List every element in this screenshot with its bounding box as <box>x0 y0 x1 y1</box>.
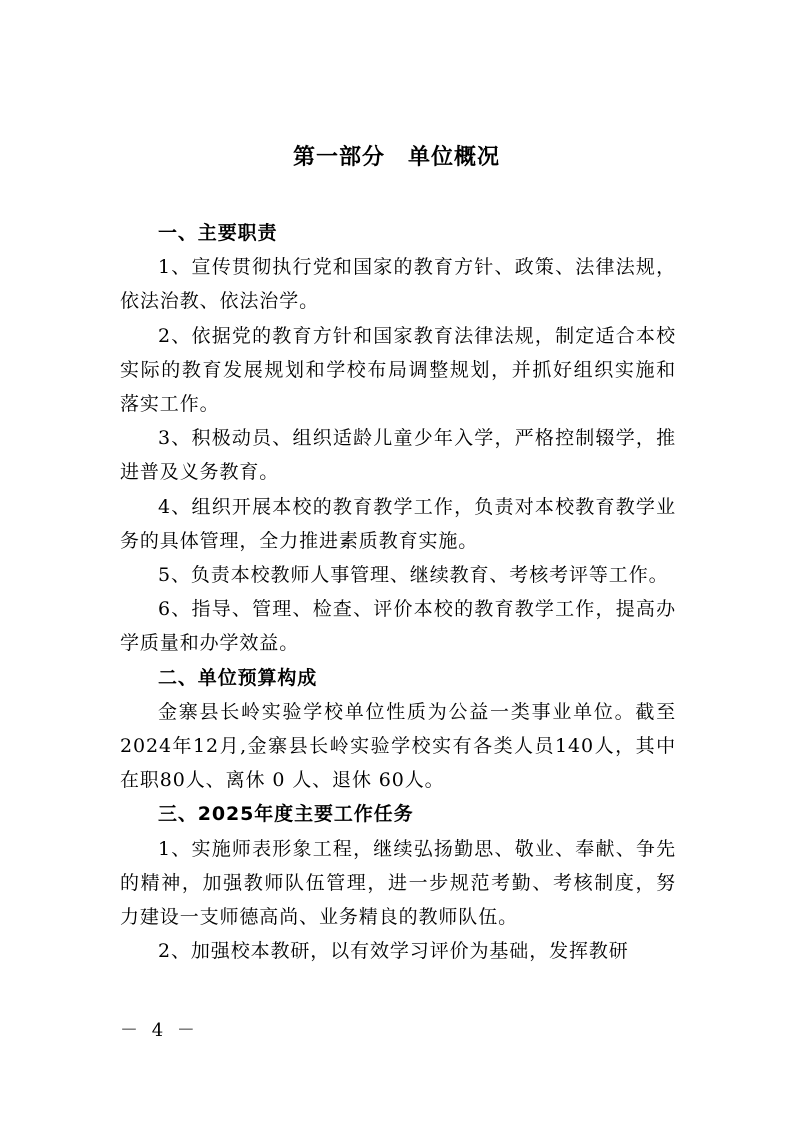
duty-paragraph: 1、宣传贯彻执行党和国家的教育方针、政策、法律法规，依法治教、依法治学。 <box>120 256 676 313</box>
duty-paragraph: 2、依据党的教育方针和国家教育法律法规，制定适合本校实际的教育发展规划和学校布局调整规划，并抓好组织实施和落实工作。 <box>120 324 676 416</box>
section-budget-composition <box>120 661 676 798</box>
duty-paragraph: 3、积极动员、组织适龄儿童少年入学，严格控制辍学，推进普及义务教育。 <box>120 427 676 484</box>
section-heading: 二、单位预算构成 <box>158 666 318 689</box>
page-number: － 4 － <box>120 1020 199 1041</box>
page-title: 第一部分 单位概况 <box>292 145 500 170</box>
task-paragraph: 1、实施师表形象工程，继续弘扬勤思、敬业、奉献、争先的精神，加强教师队伍管理，进一步规范考勤、考核制度，努力建设一支师德高尚、业务精良的教师队伍。 <box>120 837 676 929</box>
task-paragraph: 2、加强校本教研，以有效学习评价为基础，发挥教研 <box>158 940 629 963</box>
budget-paragraph: 金寨县长岭实验学校单位性质为公益一类事业单位。截至2024年12月,金寨县长岭实验学校实有各类人员140人，其中在职80人、离休 0 人、退休 60人。 <box>120 700 676 792</box>
document-body <box>120 216 676 968</box>
duty-paragraph: 6、指导、管理、检查、评价本校的教育教学工作，提高办学质量和办学效益。 <box>120 598 676 655</box>
section-main-duties <box>120 216 676 661</box>
section-annual-tasks <box>120 797 676 968</box>
duty-paragraph: 4、组织开展本校的教育教学工作，负责对本校教育教学业务的具体管理，全力推进素质教育实施。 <box>120 495 676 552</box>
section-heading: 三、2025年度主要工作任务 <box>158 803 414 826</box>
duty-paragraph: 5、负责本校教师人事管理、继续教育、考核考评等工作。 <box>158 564 669 587</box>
section-heading: 一、主要职责 <box>158 222 278 244</box>
